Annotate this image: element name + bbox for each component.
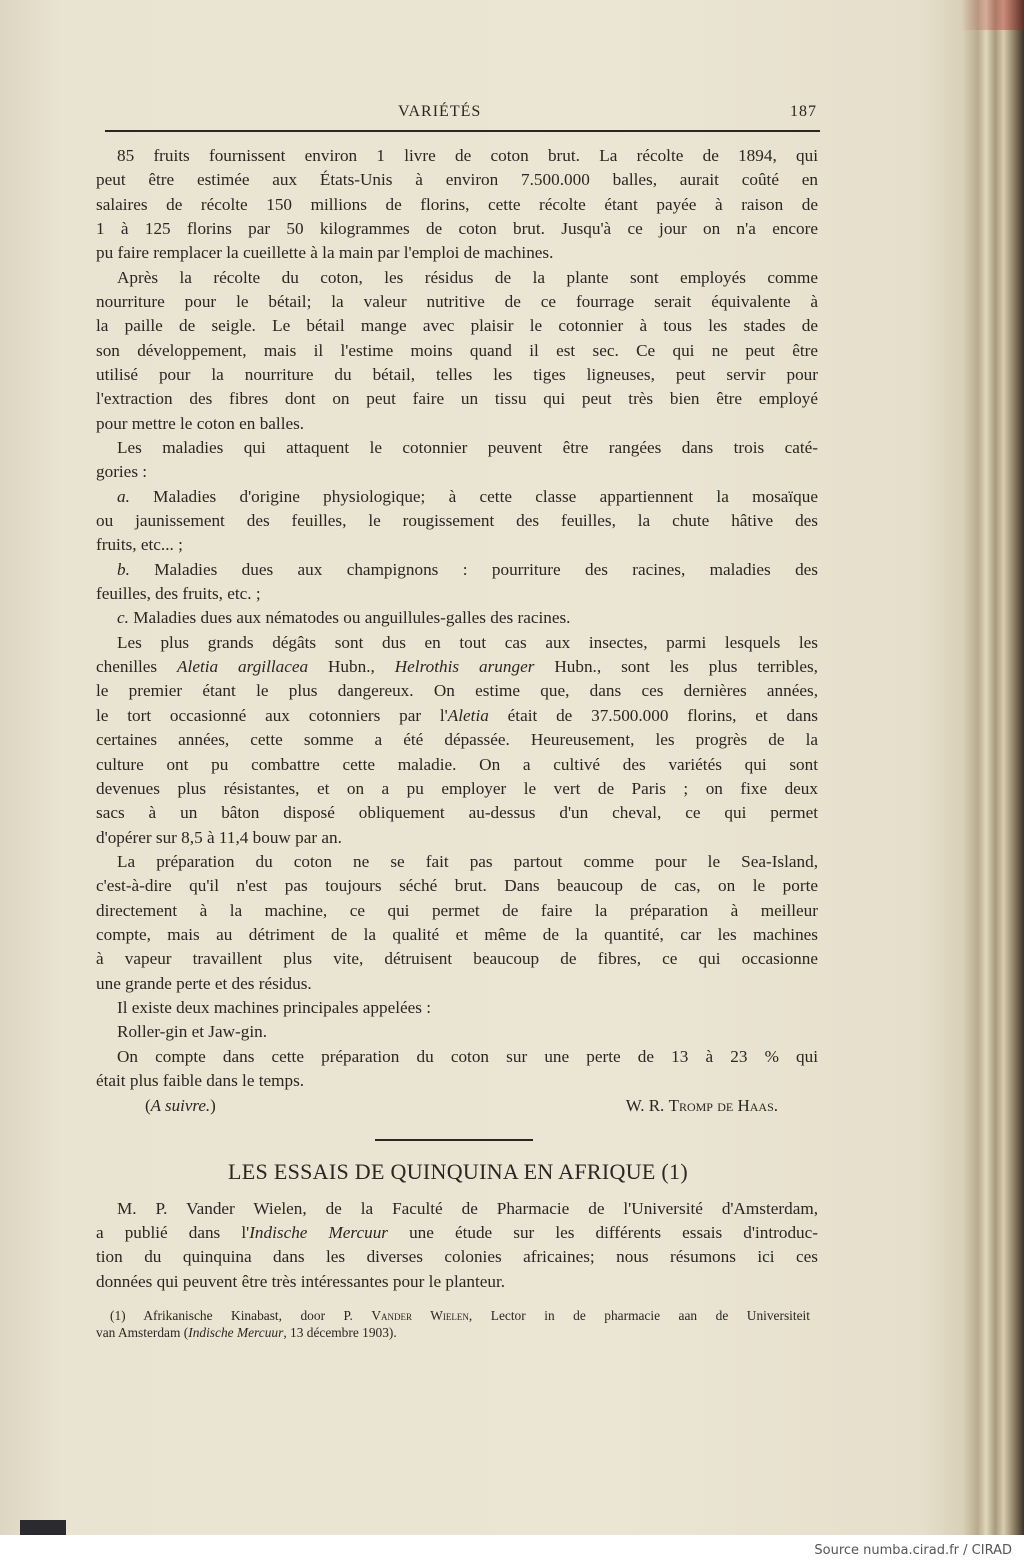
text-segment: culture ont pu combattre cette maladie. On a cultivé des variétés qui sont	[96, 754, 818, 774]
text-segment: c'est-à-dire qu'il n'est pas toujours séché brut. Dans beaucoup de cas, on le porte	[96, 876, 818, 896]
text-segment: Maladies dues aux nématodes ou anguillules-galles des racines.	[128, 608, 571, 628]
text-line	[117, 997, 818, 1019]
text-line	[96, 315, 818, 337]
text-line	[96, 973, 818, 995]
text-segment: 1 à 125 florins par 50 kilogrammes de coton brut. Jusqu'à ce jour on n'a encore	[96, 219, 818, 239]
article-heading: LES ESSAIS DE QUINQUINA EN AFRIQUE (1)	[228, 1159, 688, 1184]
text-line	[117, 1046, 818, 1068]
text-segment: Roller-gin et Jaw-gin.	[117, 1022, 268, 1042]
text-segment: Maladies dues aux champignons : pourriture des racines, maladies des	[129, 559, 818, 579]
to-be-continued	[145, 1096, 216, 1116]
text-line	[96, 802, 818, 824]
text-line	[96, 340, 818, 362]
text-line	[117, 851, 818, 873]
text-segment: Après la récolte du coton, les résidus de la plante sont employés comme	[117, 267, 818, 287]
text-line	[96, 413, 818, 435]
text-segment: l'extraction des fibres dont on peut faire un tissu qui peut très bien être employé	[96, 389, 818, 409]
text-line	[96, 1222, 818, 1244]
text-segment: le premier étant le plus dangereux. On estime que, dans ces dernières années,	[96, 681, 818, 701]
section-divider	[375, 1139, 533, 1141]
header-rule	[105, 130, 820, 132]
text-segment: Il existe deux machines principales appelées :	[117, 997, 432, 1017]
text-line	[96, 680, 818, 702]
text-segment: son développement, mais il l'estime moins quand il est sec. Ce qui ne peut être	[96, 340, 818, 360]
text-line	[117, 145, 818, 167]
italic-text: Indische Mercuur	[188, 1324, 284, 1340]
text-segment: Les plus grands dégâts sont dus en tout cas aux insectes, parmi lesquels les	[117, 632, 818, 652]
signature-name: Tromp de Haas.	[668, 1096, 778, 1115]
italic-text: Aletia	[447, 705, 489, 725]
text-line	[96, 242, 818, 264]
text-segment: utilisé pour la nourriture du bétail, telles les tiges ligneuses, peut servir pour	[96, 365, 818, 385]
text-line	[110, 1308, 810, 1324]
text-segment: van Amsterdam (	[96, 1324, 189, 1340]
text-segment: a publié dans l'	[96, 1223, 250, 1243]
text-segment: était de 37.500.000 florins, et dans	[488, 705, 818, 725]
text-line	[96, 194, 818, 216]
text-line	[117, 632, 818, 654]
text-line	[117, 559, 818, 581]
text-segment: pu faire remplacer la cueillette à la main par l'emploi de machines.	[96, 243, 554, 263]
text-segment: nourriture pour le bétail; la valeur nutritive de ce fourrage serait équivalente à	[96, 292, 818, 312]
text-segment: feuilles, des fruits, etc. ;	[96, 584, 261, 604]
text-segment: devenues plus résistantes, et on a pu employer le vert de Paris ; on fixe deux	[96, 778, 818, 798]
text-line	[96, 169, 818, 191]
italic-text: Helrothis arunger	[394, 657, 535, 677]
text-segment: était plus faible dans le temps.	[96, 1070, 305, 1090]
to-be-continued-text: A suivre.	[150, 1096, 211, 1115]
text-segment: fruits, etc... ;	[96, 535, 183, 555]
signature-initials: W. R.	[625, 1096, 669, 1115]
text-line	[96, 754, 818, 776]
text-segment: Hubn.,	[308, 657, 395, 677]
text-line	[117, 267, 818, 289]
text-segment: La préparation du coton ne se fait pas partout comme pour le Sea-Island,	[117, 851, 818, 871]
paren-open: (	[145, 1096, 151, 1115]
text-line	[96, 656, 818, 678]
text-segment: peut être estimée aux États-Unis à environ 7.500.000 balles, aurait coûté en	[96, 170, 818, 190]
text-segment: tion du quinquina dans les diverses colonies africaines; nous résumons ici ces	[96, 1247, 818, 1267]
text-line	[96, 291, 818, 313]
text-segment: la paille de seigle. Le bétail mange avec plaisir le cotonnier à tous les stades de	[96, 316, 818, 336]
text-line	[96, 924, 818, 946]
text-segment: Les maladies qui attaquent le cotonnier peuvent être rangées dans trois caté-	[117, 438, 818, 458]
paren-close: )	[210, 1096, 216, 1115]
text-segment: une étude sur les différents essais d'introduc-	[388, 1223, 818, 1243]
text-line	[117, 607, 818, 629]
text-line	[96, 705, 818, 727]
text-segment: compte, mais au détriment de la qualité et même de la quantité, car les machines	[96, 924, 818, 944]
text-segment: On compte dans cette préparation du coton sur une perte de 13 à 23 % qui	[117, 1046, 818, 1066]
text-segment: Hubn., sont les plus terribles,	[534, 657, 818, 677]
page-number: 187	[790, 103, 817, 120]
text-segment: , 13 décembre 1903).	[283, 1324, 397, 1340]
text-segment: salaires de récolte 150 millions de florins, cette récolte étant payée à raison de	[96, 194, 818, 214]
text-segment: données qui peuvent être très intéressantes pour le planteur.	[96, 1271, 506, 1291]
italic-text: b.	[117, 559, 130, 579]
text-segment: M. P. Vander Wielen, de la Faculté de Pharmacie de l'Université d'Amsterdam,	[117, 1199, 818, 1218]
text-segment: d'opérer sur 8,5 à 11,4 bouw par an.	[96, 827, 342, 847]
source-credit: Source numba.cirad.fr / CIRAD	[814, 1543, 1012, 1558]
text-line	[96, 948, 818, 970]
running-head-title: VARIÉTÉS	[398, 103, 482, 120]
author-signature	[626, 1096, 778, 1116]
text-line	[96, 1246, 818, 1268]
text-segment: ou jaunissement des feuilles, le rougissement des feuilles, la chute hâtive des	[96, 511, 818, 531]
text-line	[96, 1271, 818, 1293]
text-line	[96, 583, 818, 605]
text-segment: Vander Wielen	[371, 1308, 469, 1323]
text-segment: une grande perte et des résidus.	[96, 973, 312, 993]
text-line	[96, 875, 818, 897]
text-line	[96, 388, 818, 410]
text-line	[96, 510, 818, 532]
text-line	[96, 900, 818, 922]
text-line	[96, 827, 818, 849]
text-segment: 85 fruits fournissent environ 1 livre de coton brut. La récolte de 1894, qui	[117, 146, 818, 165]
text-line	[96, 534, 818, 556]
text-segment: le tort occasionné aux cotonniers par l'	[96, 705, 448, 725]
text-line	[96, 778, 818, 800]
text-segment: pour mettre le coton en balles.	[96, 413, 305, 433]
italic-text: c.	[117, 608, 129, 628]
text-segment: gories :	[96, 462, 148, 482]
text-segment: certaines années, cette somme a été dépassée. Heureusement, les progrès de la	[96, 730, 818, 750]
text-line	[117, 1198, 818, 1220]
text-segment: chenilles	[96, 657, 178, 677]
text-line	[117, 1021, 818, 1043]
text-line	[96, 461, 818, 483]
text-segment: sacs à un bâton disposé obliquement au-dessus d'un cheval, ce qui permet	[96, 803, 818, 823]
italic-text: Aletia argillacea	[177, 657, 309, 677]
text-segment: (1) Afrikanische Kinabast, door P.	[110, 1308, 372, 1323]
text-line	[96, 1070, 818, 1092]
text-segment: , Lector in de pharmacie aan de Universiteit	[468, 1308, 810, 1323]
italic-text: Indische Mercuur	[249, 1223, 388, 1243]
text-line	[96, 729, 818, 751]
text-segment: Maladies d'origine physiologique; à cette classe appartiennent la mosaïque	[129, 486, 818, 506]
text-line	[96, 364, 818, 386]
italic-text: a.	[117, 486, 130, 506]
text-segment: à vapeur travaillent plus vite, détruisent beaucoup de fibres, ce qui occasionne	[96, 949, 818, 969]
scan-edge-strip	[20, 1520, 66, 1535]
text-line	[96, 1325, 810, 1341]
text-segment: directement à la machine, ce qui permet de faire la préparation à meilleur	[96, 900, 818, 920]
text-line	[117, 437, 818, 459]
page-edge-binding	[960, 0, 1024, 30]
text-line	[96, 218, 818, 240]
text-line	[117, 486, 818, 508]
